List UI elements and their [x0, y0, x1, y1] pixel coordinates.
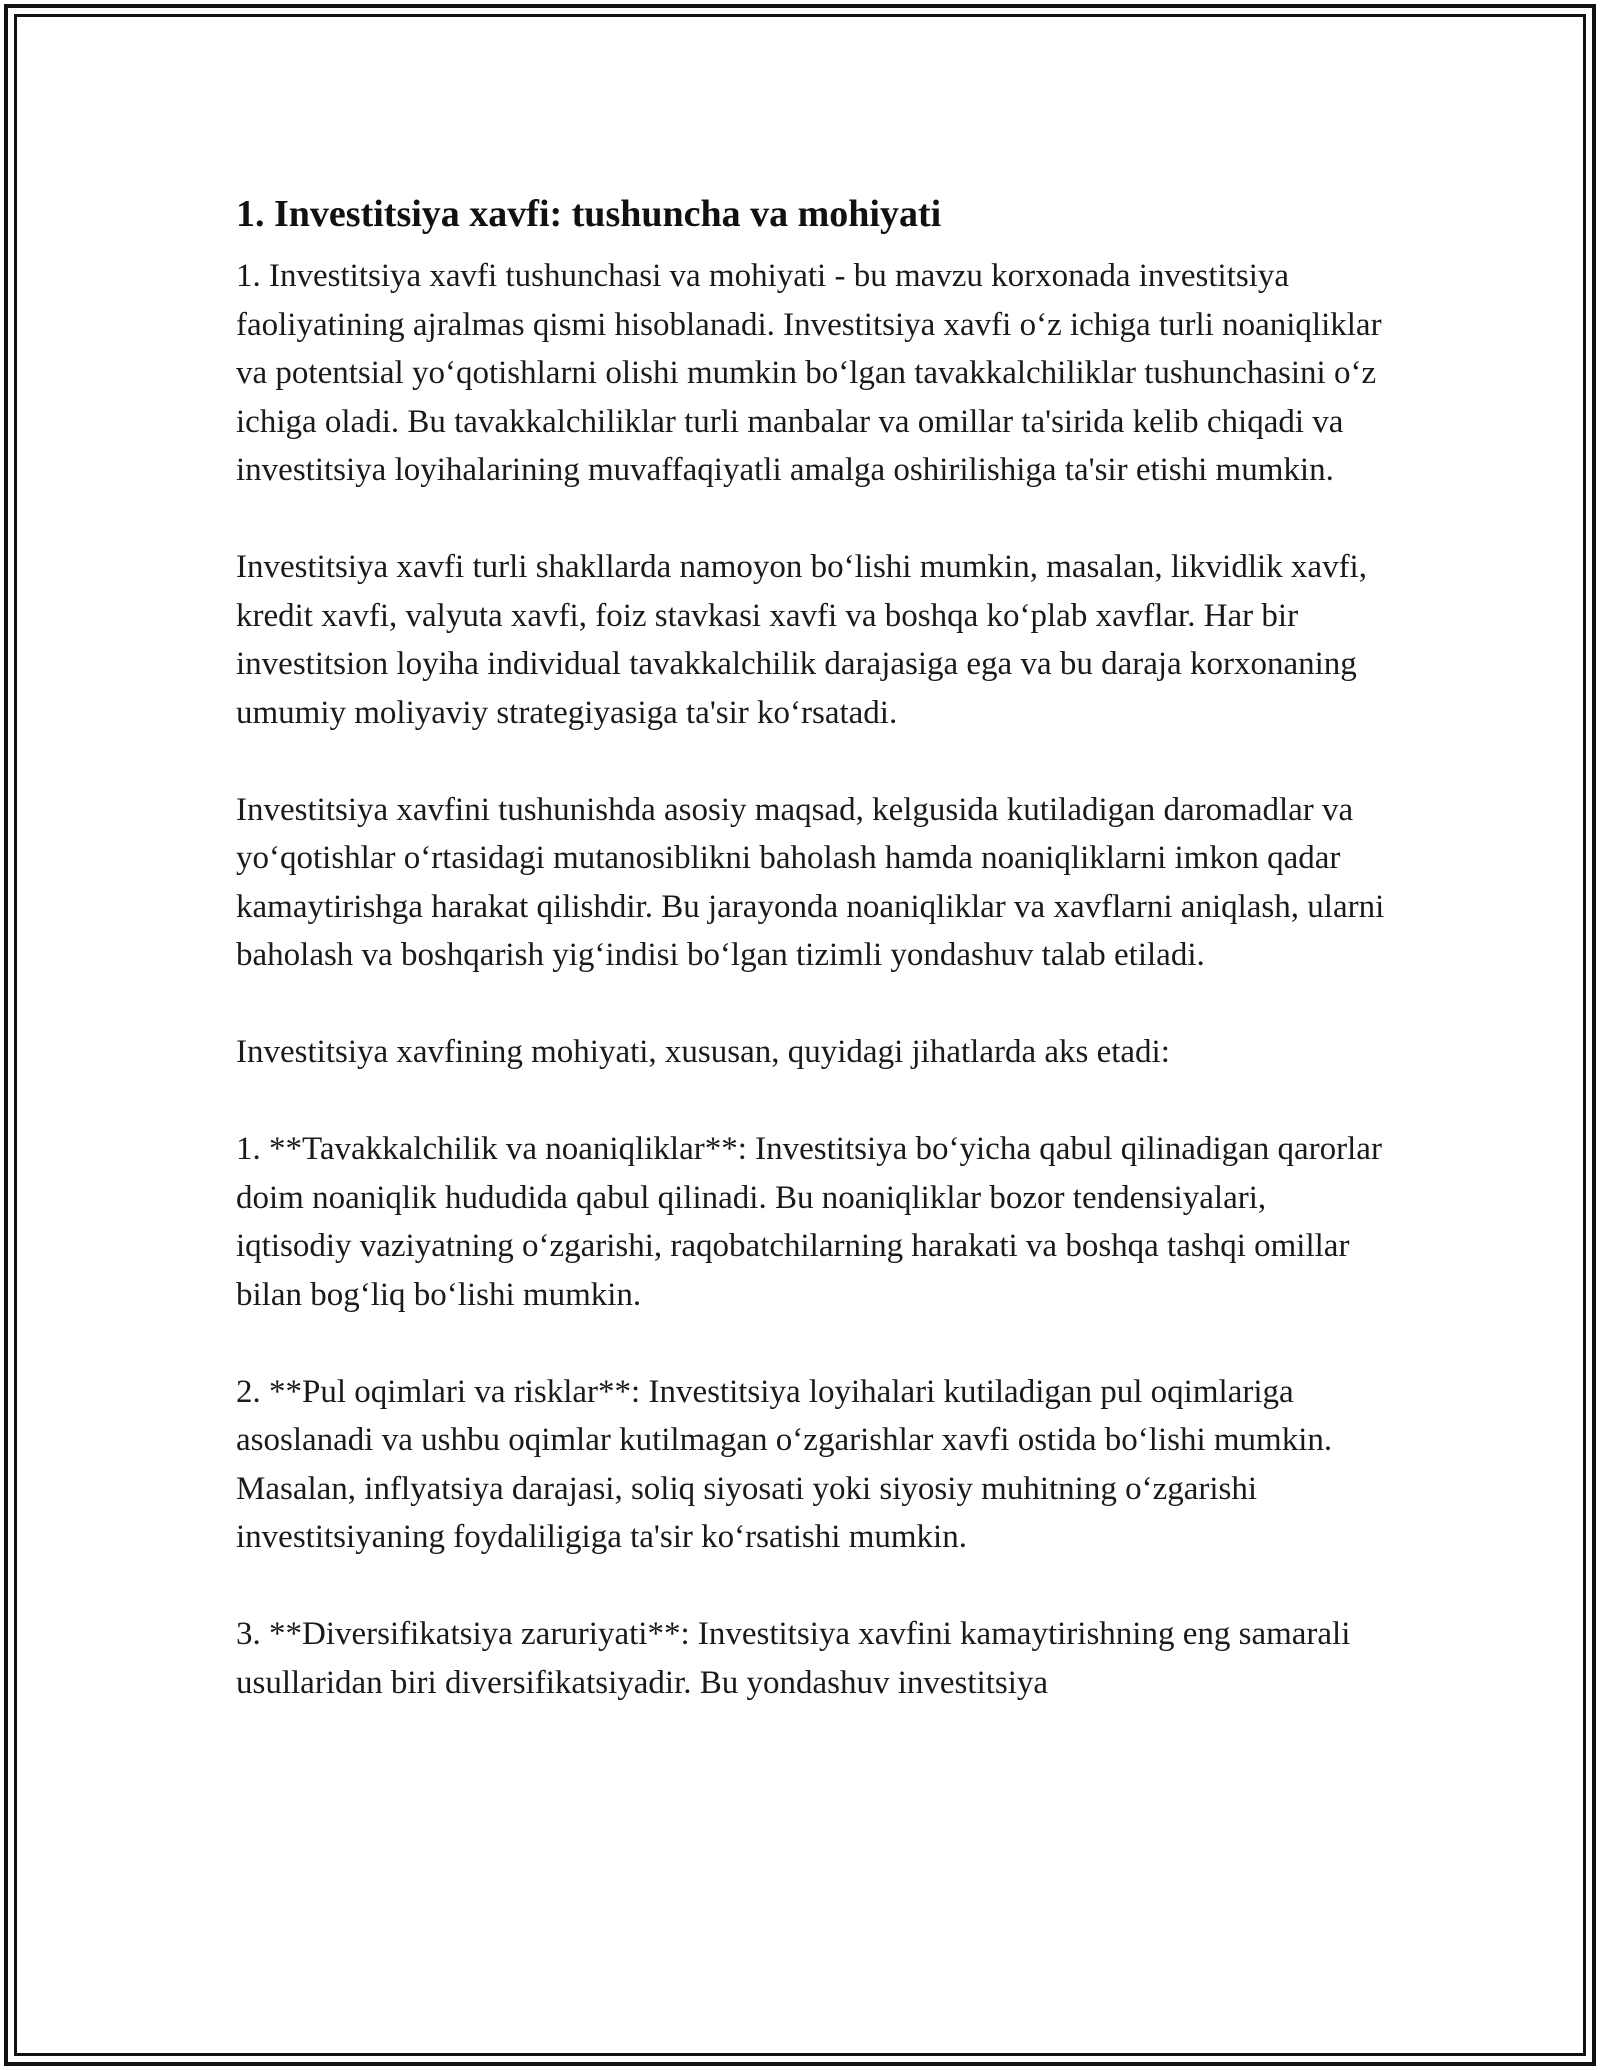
paragraph-intro: 1. Investitsiya xavfi tushunchasi va mohiyati - bu mavzu korxonada investitsiya faoliyatining ajralmas qismi hisoblanadi. Investitsiya xavfi o‘z ichiga turli noaniqliklar va potentsial yo‘qotishlarni olishi mumkin bo‘lgan tavakkalchiliklar tushunchasini o‘z ichiga oladi. Bu tavakkalchiliklar turli manbalar va omillar ta'sirida kelib chiqadi va investitsiya loyihalarining muvaffaqiyatli amalga oshirilishiga ta'sir etishi mumkin. [236, 258, 1382, 488]
paragraph-essence-intro: Investitsiya xavfining mohiyati, xususan, quyidagi jihatlarda aks etadi: [236, 1034, 1170, 1070]
list-item-cash-flows: 2. **Pul oqimlari va risklar**: Investitsiya loyihalari kutiladigan pul oqimlariga asoslanadi va ushbu oqimlar kutilmagan o‘zgarishlar xavfi ostida bo‘lishi mumkin. Masalan, inflyatsiya darajasi, soliq siyosati yoki siyosiy muhitning o‘zgarishi investitsiyaning foydaliligiga ta'sir ko‘rsatishi mumkin. [236, 1373, 1333, 1555]
list-item-uncertainty: 1. **Tavakkalchilik va noaniqliklar**: Investitsiya bo‘yicha qabul qilinadigan qarorlar doim noaniqlik hududida qabul qilinadi. Bu noaniqliklar bozor tendensiyalari, iqtisodiy vaziyatning o‘zgarishi, raqobatchilarning harakati va boshqa tashqi omillar bilan bog‘liq bo‘lishi mumkin. [236, 1131, 1382, 1313]
document-body [236, 186, 1386, 1707]
paragraph-risk-forms: Investitsiya xavfi turli shakllarda namoyon bo‘lishi mumkin, masalan, likvidlik xavfi, kredit xavfi, valyuta xavfi, foiz stavkasi xavfi va boshqa ko‘plab xavflar. Har bir investitsion loyiha individual tavakkalchilik darajasiga ega va bu daraja korxonaning umumiy moliyaviy strategiyasiga ta'sir ko‘rsatadi. [236, 549, 1367, 731]
section-heading: 1. Investitsiya xavfi: tushuncha va mohiyati [236, 193, 942, 235]
list-item-diversification: 3. **Diversifikatsiya zaruriyati**: Investitsiya xavfini kamaytirishning eng samarali usullaridan biri diversifikatsiyadir. Bu yondashuv investitsiya [236, 1616, 1351, 1701]
paragraph-main-goal: Investitsiya xavfini tushunishda asosiy maqsad, kelgusida kutiladigan daromadlar va yo‘qotishlar o‘rtasidagi mutanosiblikni baholash hamda noaniqliklarni imkon qadar kamaytirishga harakat qilishdir. Bu jarayonda noaniqliklar va xavflarni aniqlash, ularni baholash va boshqarish yig‘indisi bo‘lgan tizimli yondashuv talab etiladi. [236, 791, 1385, 973]
